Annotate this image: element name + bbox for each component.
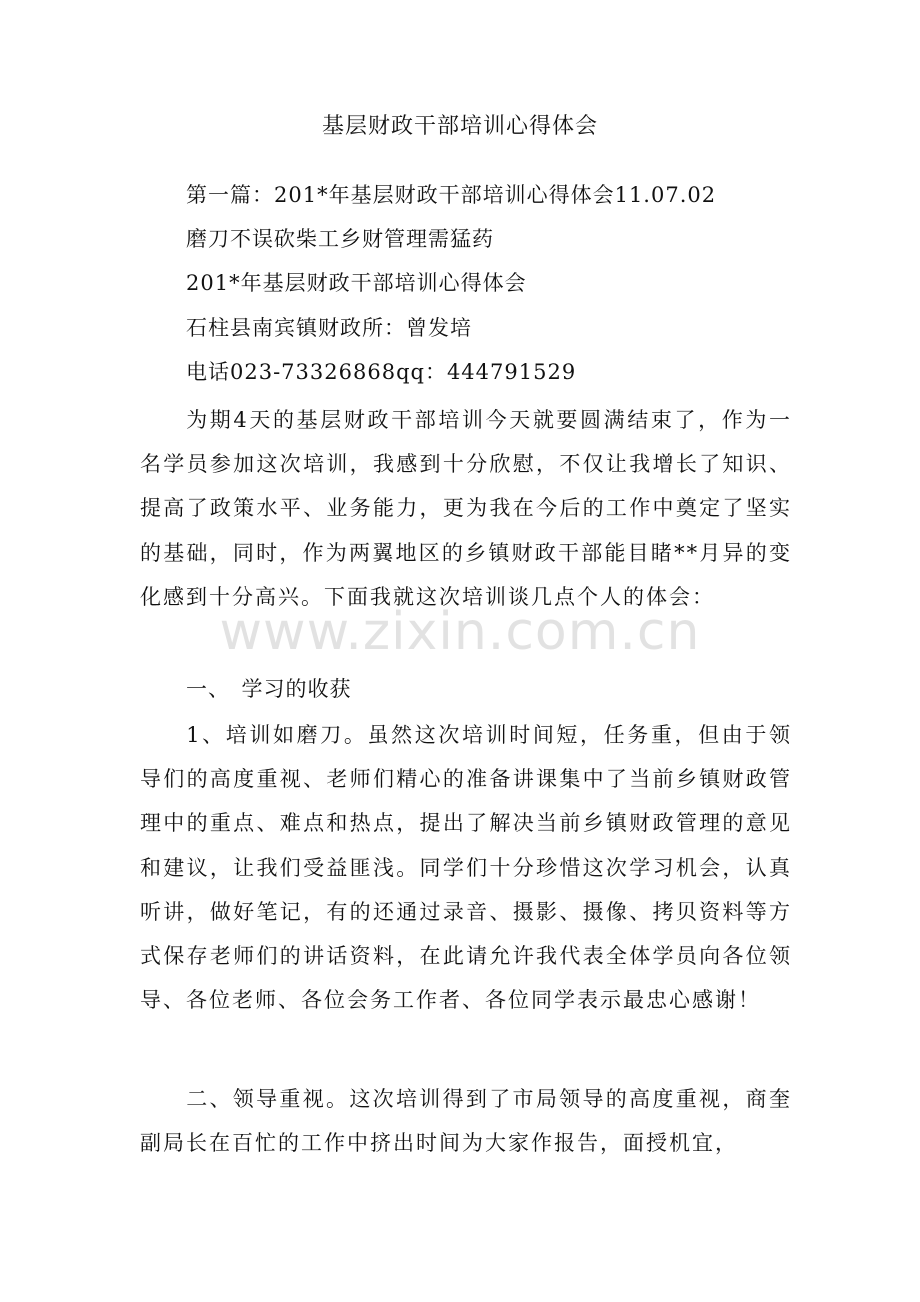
paragraph-training: 1、培训如磨刀。虽然这次培训时间短，任务重，但由于领导们的高度重视、老师们精心的准备讲课集中了当前乡镇财政管理中的重点、难点和热点，提出了解决当前乡镇财政管理的意见和建议，让我们受益匪浅。同学们十分珍惜这次学习机会，认真听讲，做好笔记，有的还通过录音、摄影、摄像、拷贝资料等方式保存老师们的讲话资料，在此请允许我代表全体学员向各位领导、各位老师、各位会务工作者、各位同学表示最忠心感谢！ (140, 723, 792, 1013)
section-heading: 一、 学习的收获 (186, 677, 352, 701)
document-title: 基层财政干部培训心得体会 (321, 114, 598, 139)
paragraph-leadership: 二、领导重视。这次培训得到了市局领导的高度重视，商奎副局长在百忙的工作中挤出时间为大家作报告，面授机宜， (140, 1087, 792, 1156)
sub-title-line: 201*年基层财政干部培训心得体会 (186, 271, 527, 295)
paragraph-intro: 为期4天的基层财政干部培训今天就要圆满结束了，作为一名学员参加这次培训，我感到十分欣慰，不仅让我增长了知识、提高了政策水平、业务能力，更为我在今后的工作中奠定了坚实的基础，同时，作为两翼地区的乡镇财政干部能目睹**月异的变化感到十分高兴。下面我就这次培训谈几点个人的体会： (140, 408, 792, 609)
contact-line: 电话023-73326868qq：444791529 (186, 360, 577, 384)
watermark: www.zixin.com.cn (219, 602, 701, 662)
heading-line: 第一篇：201*年基层财政干部培训心得体会11.07.02 (186, 183, 717, 207)
author-line: 石柱县南宾镇财政所：曾发培 (186, 316, 472, 340)
subtitle-line: 磨刀不误砍柴工乡财管理需猛药 (186, 227, 494, 251)
